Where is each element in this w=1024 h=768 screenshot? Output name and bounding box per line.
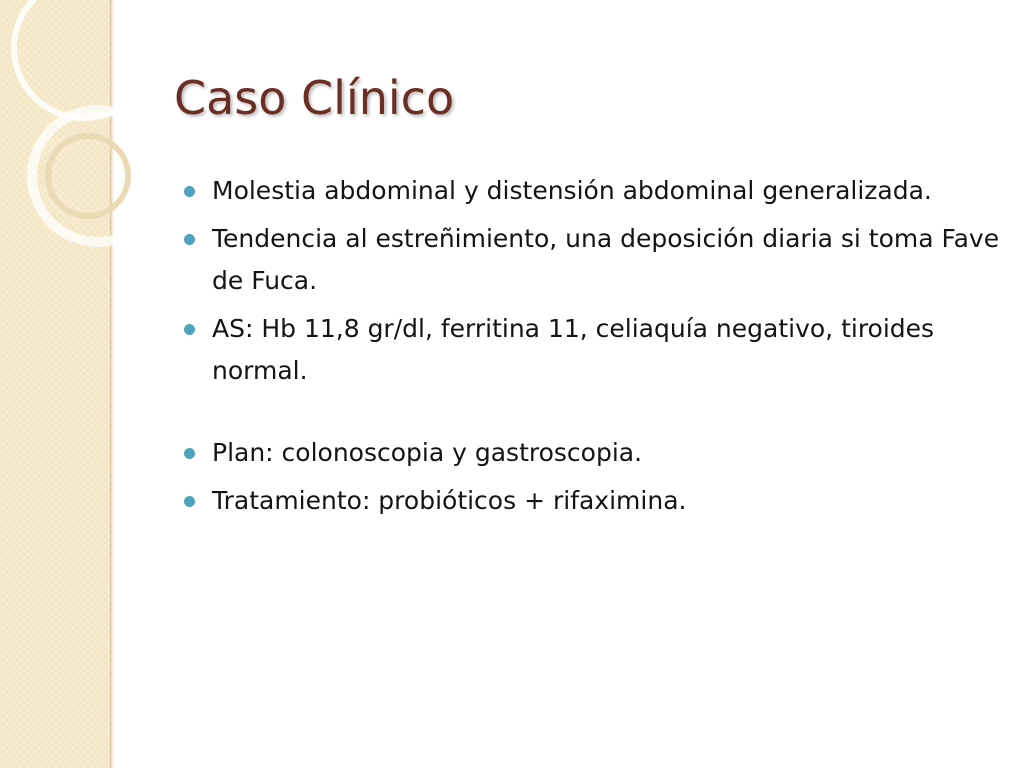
bullet-item [184,308,1004,392]
decorative-circle-large [14,0,154,118]
bullet-list [184,170,1004,528]
bullet-text: Tendencia al estreñimiento, una deposición diaria si toma Fave de Fuca. [212,224,1000,295]
bullet-item [184,218,1004,302]
bullet-dot-icon [184,324,195,335]
bullet-text: Plan: colonoscopia y gastroscopia. [212,438,643,467]
bullet-dot-icon [184,448,195,459]
bullet-dot-icon [184,234,195,245]
bullet-text: AS: Hb 11,8 gr/dl, ferritina 11, celiaquía negativo, tiroides normal. [212,314,935,385]
slide-title: Caso Clínico [174,71,455,125]
bullet-text: Molestia abdominal y distensión abdominal generalizada. [212,176,932,205]
bullet-dot-icon [184,496,195,507]
decorative-circle-medium [32,110,160,242]
bullet-item [184,170,1004,212]
decorative-circle-inner [48,136,128,216]
bullet-item [184,432,1004,474]
decorative-circles [0,0,160,260]
bullet-text: Tratamiento: probióticos + rifaximina. [212,486,687,515]
bullet-dot-icon [184,186,195,197]
bullet-item [184,480,1004,522]
